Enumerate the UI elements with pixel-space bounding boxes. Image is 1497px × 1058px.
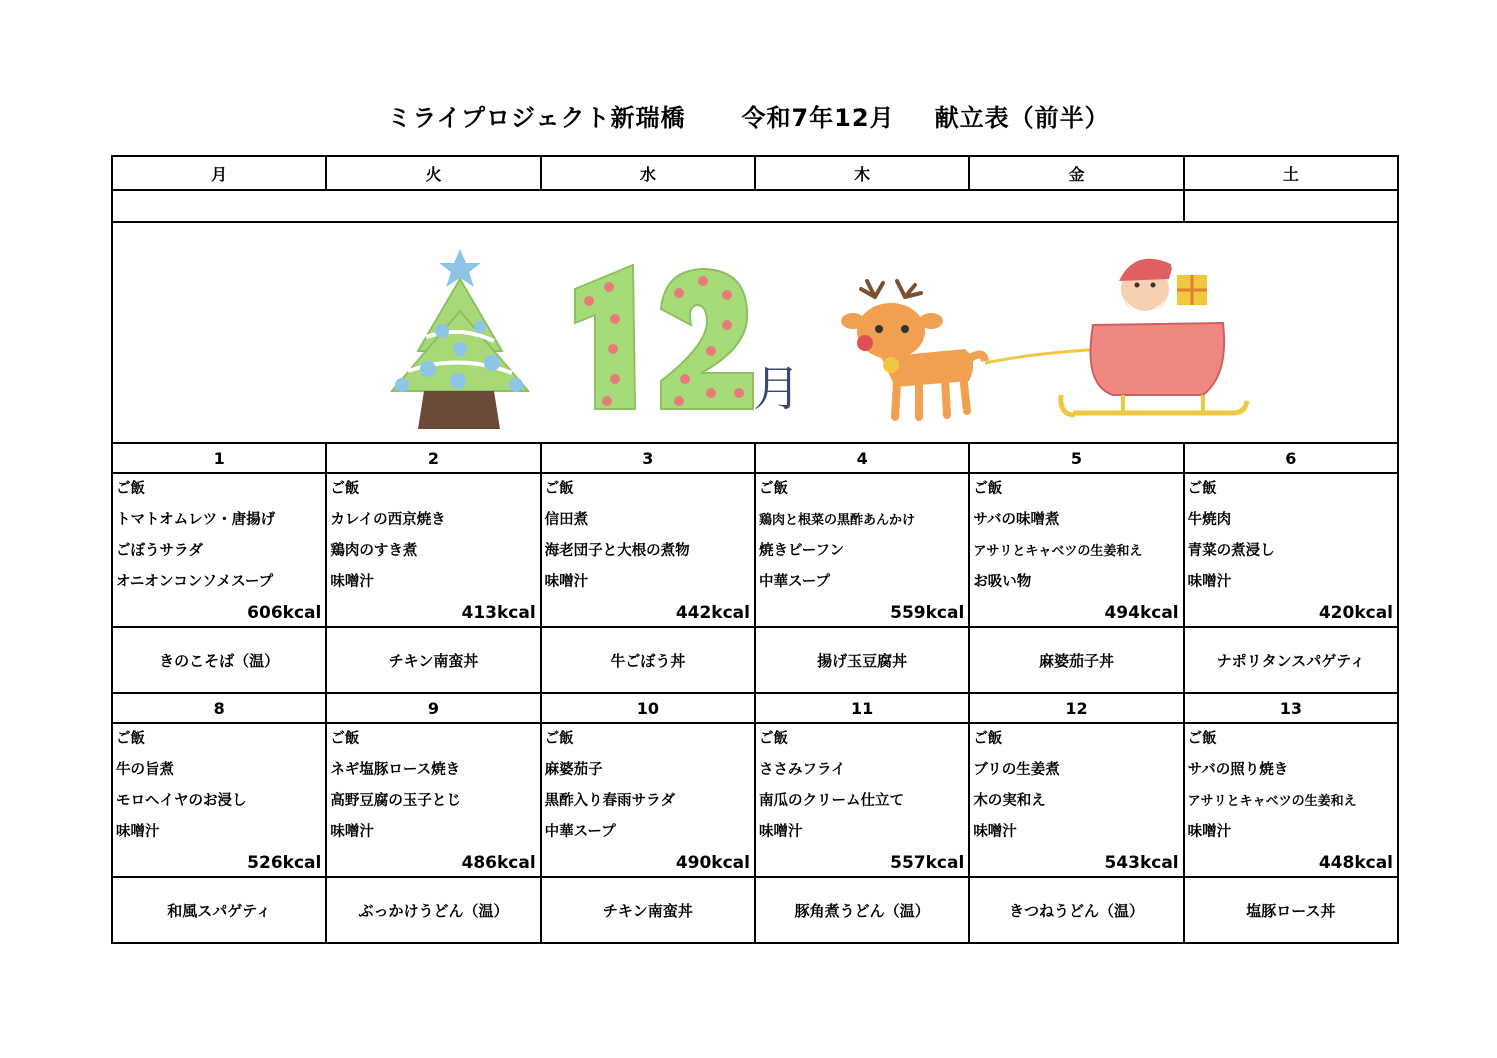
dish: ネギ塩豚ロース焼き xyxy=(330,762,461,778)
month-title: 令和7年12月 xyxy=(741,104,895,132)
dish: ご飯 xyxy=(1187,481,1217,497)
menu-table xyxy=(111,155,1399,944)
dish: 黒酢入り春雨サラダ xyxy=(544,793,676,809)
calorie-value: 559kcal xyxy=(890,603,965,623)
weekday-header-row xyxy=(112,156,1398,190)
dish: ご飯 xyxy=(973,481,1003,497)
dish: ご飯 xyxy=(1187,731,1217,747)
dish: 味噌汁 xyxy=(1187,824,1232,840)
dish: 味噌汁 xyxy=(116,824,160,840)
dish: 高野豆腐の玉子とじ xyxy=(330,793,461,809)
meal-cell xyxy=(755,723,969,877)
dish: 鶏肉と根菜の黒酢あんかけ xyxy=(758,513,915,528)
alternative-menu: 麻婆茄子丼 xyxy=(969,627,1183,693)
dish: ご飯 xyxy=(758,731,788,747)
alternative-menu: きつねうどん（温） xyxy=(969,877,1183,943)
weekday-mon: 月 xyxy=(112,156,326,190)
date-cell: 8 xyxy=(112,693,326,723)
weekday-sat: 土 xyxy=(1184,156,1398,190)
calorie-value: 486kcal xyxy=(461,853,536,873)
dish: 味噌汁 xyxy=(1187,574,1232,590)
dish: 木の実和え xyxy=(973,793,1046,809)
alternative-menu: ぶっかけうどん（温） xyxy=(326,877,540,943)
calorie-value: 490kcal xyxy=(675,853,750,873)
dish: 味噌汁 xyxy=(544,574,589,590)
banner-illustration xyxy=(113,223,1397,442)
date-cell: 10 xyxy=(541,693,755,723)
meal-cell xyxy=(112,473,326,627)
dish: ご飯 xyxy=(973,731,1003,747)
blank-row xyxy=(112,190,1398,222)
date-cell: 3 xyxy=(541,443,755,473)
dish: 味噌汁 xyxy=(330,824,374,840)
dish: 信田煮 xyxy=(544,512,589,528)
dish: サバの照り焼き xyxy=(1187,762,1289,778)
dish: 海老団子と大根の煮物 xyxy=(544,543,690,559)
calorie-value: 442kcal xyxy=(675,603,750,623)
banner-row xyxy=(112,222,1398,443)
date-cell: 4 xyxy=(755,443,969,473)
facility-name: ミライプロジェクト新瑞橋 xyxy=(387,104,686,132)
calorie-value: 543kcal xyxy=(1104,853,1179,873)
dish: 味噌汁 xyxy=(973,824,1017,840)
week-1-meals-row xyxy=(112,473,1398,627)
alternative-menu: 牛ごぼう丼 xyxy=(541,627,755,693)
dish: トマトオムレツ・唐揚げ xyxy=(116,512,276,528)
meal-cell xyxy=(1184,723,1398,877)
dish: 中華スープ xyxy=(758,574,831,590)
dish: モロヘイヤのお浸し xyxy=(116,793,247,809)
week-2-meals-row xyxy=(112,723,1398,877)
calorie-value: 420kcal xyxy=(1318,603,1393,623)
weekday-wed: 水 xyxy=(541,156,755,190)
meal-cell xyxy=(326,473,540,627)
dish: ご飯 xyxy=(758,481,788,497)
alternative-menu: チキン南蛮丼 xyxy=(326,627,540,693)
dish: カレイの西京焼き xyxy=(330,512,446,528)
alternative-menu: 塩豚ロース丼 xyxy=(1184,877,1398,943)
december-banner xyxy=(112,222,1398,443)
date-cell: 13 xyxy=(1184,693,1398,723)
dish: 青菜の煮浸し xyxy=(1187,543,1275,559)
dish: アサリとキャベツの生姜和え xyxy=(1187,794,1357,809)
date-cell: 2 xyxy=(326,443,540,473)
reindeer-icon xyxy=(841,281,985,417)
banner-month-label: 月 xyxy=(753,361,802,417)
date-cell: 12 xyxy=(969,693,1183,723)
date-cell: 6 xyxy=(1184,443,1398,473)
dish: 麻婆茄子 xyxy=(544,762,603,778)
dish: ご飯 xyxy=(544,731,574,747)
dish: 焼きビーフン xyxy=(758,543,845,559)
document-title: 献立表（前半） xyxy=(934,104,1110,132)
dish: ご飯 xyxy=(330,731,360,747)
calorie-value: 557kcal xyxy=(890,853,965,873)
meal-cell xyxy=(326,723,540,877)
alternative-menu: チキン南蛮丼 xyxy=(541,877,755,943)
dish: ご飯 xyxy=(330,481,360,497)
dish: 牛焼肉 xyxy=(1187,512,1232,528)
calorie-value: 413kcal xyxy=(461,603,536,623)
dish: アサリとキャベツの生姜和え xyxy=(973,544,1143,559)
dish: 牛の旨煮 xyxy=(116,762,174,778)
date-cell: 11 xyxy=(755,693,969,723)
calorie-value: 526kcal xyxy=(247,853,322,873)
meal-cell xyxy=(1184,473,1398,627)
weekday-fri: 金 xyxy=(969,156,1183,190)
dish: ご飯 xyxy=(116,481,145,497)
blank-cell-saturday xyxy=(1184,190,1398,222)
calorie-value: 494kcal xyxy=(1104,603,1179,623)
santa-sleigh-icon xyxy=(1061,259,1247,415)
christmas-tree-icon xyxy=(392,249,528,429)
date-cell: 5 xyxy=(969,443,1183,473)
dish: 南瓜のクリーム仕立て xyxy=(758,793,904,809)
meal-cell xyxy=(541,723,755,877)
alternative-menu: 豚角煮うどん（温） xyxy=(755,877,969,943)
dish: ご飯 xyxy=(544,481,574,497)
dish: ご飯 xyxy=(116,731,145,747)
meal-cell xyxy=(112,723,326,877)
week-1-alternative-row xyxy=(112,627,1398,693)
meal-cell xyxy=(969,723,1183,877)
alternative-menu: 揚げ玉豆腐丼 xyxy=(755,627,969,693)
dish: ごぼうサラダ xyxy=(116,543,203,559)
alternative-menu: きのこそば（温） xyxy=(112,627,326,693)
meal-cell xyxy=(969,473,1183,627)
date-cell: 1 xyxy=(112,443,326,473)
dish: お吸い物 xyxy=(973,574,1032,590)
weekday-thu: 木 xyxy=(755,156,969,190)
page-title xyxy=(0,98,1497,133)
weekday-tue: 火 xyxy=(326,156,540,190)
meal-cell xyxy=(541,473,755,627)
dish: 鶏肉のすき煮 xyxy=(330,543,418,559)
dish: 中華スープ xyxy=(544,824,616,840)
dish: 味噌汁 xyxy=(758,824,803,840)
dish: オニオンコンソメスープ xyxy=(116,574,274,590)
dish: 味噌汁 xyxy=(330,574,374,590)
calorie-value: 606kcal xyxy=(247,603,322,623)
alternative-menu: 和風スパゲティ xyxy=(112,877,326,943)
blank-cell-weekdays xyxy=(112,190,1184,222)
dish: ブリの生姜煮 xyxy=(973,762,1060,778)
date-cell: 9 xyxy=(326,693,540,723)
calorie-value: 448kcal xyxy=(1318,853,1393,873)
meal-cell xyxy=(755,473,969,627)
harness-line xyxy=(985,349,1103,363)
week-2-date-row xyxy=(112,693,1398,723)
alternative-menu: ナポリタンスパゲティ xyxy=(1184,627,1398,693)
week-1-date-row xyxy=(112,443,1398,473)
number-12-decoration xyxy=(575,265,753,409)
dish: ささみフライ xyxy=(758,762,846,778)
week-2-alternative-row xyxy=(112,877,1398,943)
dish: サバの味噌煮 xyxy=(973,512,1060,528)
